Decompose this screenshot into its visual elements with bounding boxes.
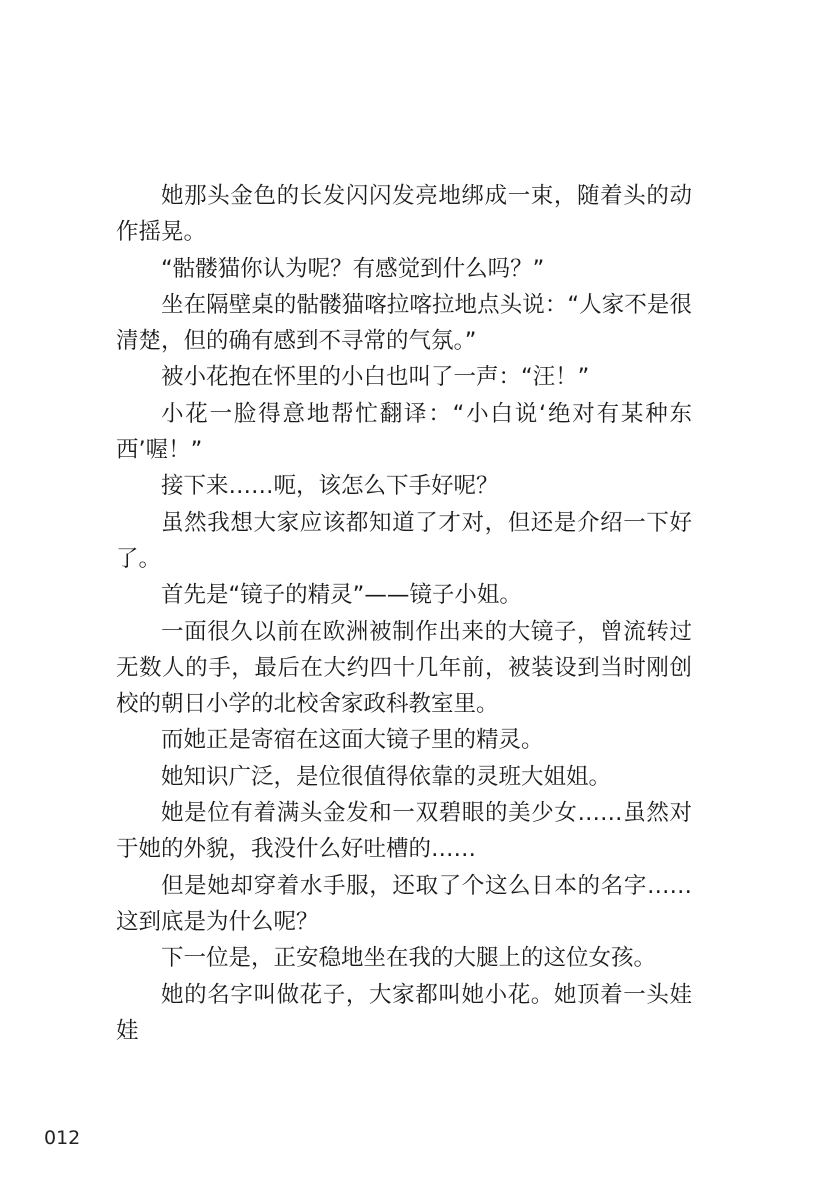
paragraph: 但是她却穿着水手服，还取了个这么日本的名字……这到底是为什么呢？ xyxy=(116,872,692,935)
paragraph: 一面很久以前在欧洲被制作出来的大镜子，曾流转过无数人的手，最后在大约四十几年前，被装设到当时刚创校的朝日小学的北校舍家政科教室里。 xyxy=(116,618,692,718)
paragraph: “骷髅猫你认为呢？有感觉到什么吗？” xyxy=(161,255,545,282)
body-text xyxy=(116,178,692,1049)
paragraph: 接下来……呃，该怎么下手好呢？ xyxy=(161,473,499,500)
paragraph: 她知识广泛，是位很值得依靠的灵班大姐姐。 xyxy=(161,763,612,790)
paragraph: 而她正是寄宿在这面大镜子里的精灵。 xyxy=(161,727,544,754)
paragraph: 虽然我想大家应该都知道了才对，但还是介绍一下好了。 xyxy=(116,509,692,572)
paragraph: 下一位是，正安稳地坐在我的大腿上的这位女孩。 xyxy=(161,945,657,972)
paragraph: 她那头金色的长发闪闪发亮地绑成一束，随着头的动作摇晃。 xyxy=(116,183,692,246)
paragraph: 小花一脸得意地帮忙翻译：“小白说‘绝对有某种东西’喔！” xyxy=(116,400,692,464)
paragraph: 被小花抱在怀里的小白也叫了一声：“汪！” xyxy=(161,364,590,391)
paragraph: 她是位有着满头金发和一双碧眼的美少女……虽然对于她的外貌，我没什么好吐槽的…… xyxy=(116,800,692,863)
paragraph: 她的名字叫做花子，大家都叫她小花。她顶着一头娃娃 xyxy=(116,981,692,1044)
paragraph: 坐在隔壁桌的骷髅猫喀拉喀拉地点头说：“人家不是很清楚，但的确有感到不寻常的气氛。” xyxy=(116,291,692,355)
page-number: 012 xyxy=(44,1127,81,1149)
paragraph: 首先是“镜子的精灵”——镜子小姐。 xyxy=(161,582,522,609)
